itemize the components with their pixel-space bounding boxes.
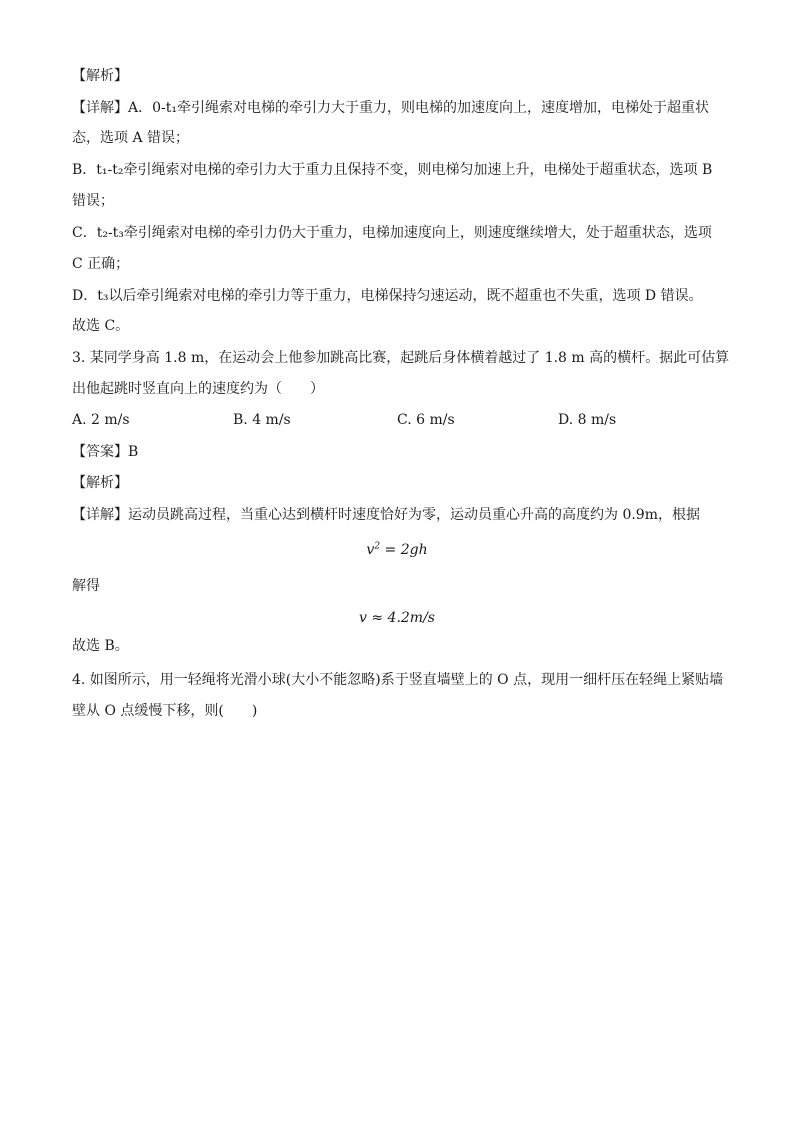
option-a: A. 2 m/s	[72, 412, 130, 428]
detail-line-a: 【详解】A．0-t₁牵引绳索对电梯的牵引力大于重力，则电梯的加速度向上，速度增加，电梯处于超重状	[72, 100, 709, 116]
detail-line-b: B．t₁-t₂牵引绳索对电梯的牵引力大于重力且保持不变，则电梯匀加速上升，电梯处于超重状态，选项 B	[72, 162, 713, 178]
conclusion-c: 故选 C。	[72, 318, 130, 334]
analysis-heading-2: 【解析】	[72, 475, 128, 491]
formula-energy	[0, 540, 794, 560]
solve-label: 解得	[72, 578, 100, 594]
conclusion-b: 故选 B。	[72, 638, 129, 654]
formula-energy-rhs: = 2gh	[380, 542, 428, 558]
question-4-line-1: 4. 如图所示，用一轻绳将光滑小球(大小不能忽略)系于竖直墙壁上的 O 点，现用一细杆压在轻绳上紧贴墙	[72, 672, 724, 688]
detail-line-c: C．t₂-t₃牵引绳索对电梯的牵引力仍大于重力，电梯加速度向上，则速度继续增大，处于超重状态，选项	[72, 225, 712, 241]
detail-line-jump: 【详解】运动员跳高过程，当重心达到横杆时速度恰好为零，运动员重心升高的高度约为 0.9m，根据	[72, 507, 700, 523]
analysis-heading-1: 【解析】	[72, 68, 128, 84]
answer-line: 【答案】B	[72, 444, 139, 460]
option-d: D. 8 m/s	[558, 412, 617, 428]
detail-line-b-cont: 错误；	[72, 193, 114, 209]
detail-line-d: D．t₃以后牵引绳索对电梯的牵引力等于重力，电梯保持匀速运动，既不超重也不失重，选项 D 错误。	[72, 288, 703, 304]
formula-result: v ≈ 4.2m/s	[359, 610, 435, 626]
question-3-line-2: 出他起跳时竖直向上的速度约为（ ）	[72, 381, 324, 397]
formula-energy-exponent: 2	[374, 541, 381, 552]
detail-line-c-cont: C 正确；	[72, 256, 130, 272]
option-b: B. 4 m/s	[233, 412, 291, 428]
option-c: C. 6 m/s	[397, 412, 455, 428]
question-4-line-2: 壁从 O 点缓慢下移，则( )	[72, 703, 258, 719]
detail-line-a-cont: 态，选项 A 错误；	[72, 130, 190, 146]
formula-energy-v: v	[366, 542, 375, 558]
question-3-line-1: 3. 某同学身高 1.8 m，在运动会上他参加跳高比赛，起跳后身体横着越过了 1.8 m 高的横杆。据此可估算	[72, 350, 730, 366]
